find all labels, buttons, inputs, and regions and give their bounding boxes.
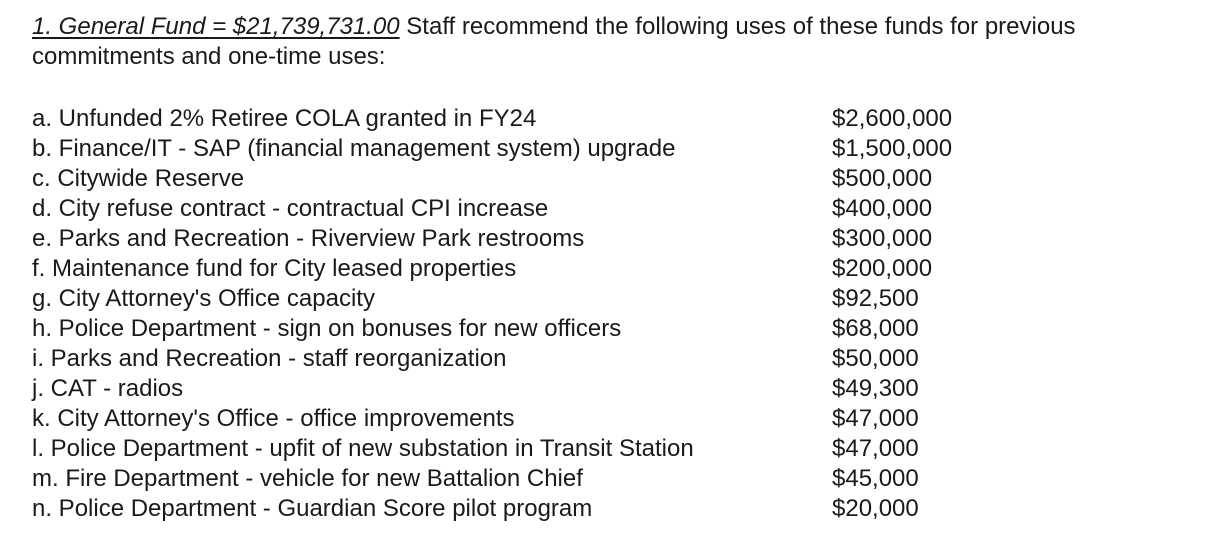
list-item xyxy=(32,134,972,164)
item-label: b. Finance/IT - SAP (financial management system) upgrade xyxy=(32,135,676,162)
item-label: g. City Attorney's Office capacity xyxy=(32,285,375,312)
list-item xyxy=(32,374,972,404)
item-amount: $47,000 xyxy=(832,435,919,462)
item-label: j. CAT - radios xyxy=(32,375,184,402)
list-item xyxy=(32,344,972,374)
item-label: i. Parks and Recreation - staff reorganization xyxy=(32,345,507,372)
list-item xyxy=(32,164,972,194)
item-label: h. Police Department - sign on bonuses for new officers xyxy=(32,315,622,342)
item-amount: $2,600,000 xyxy=(832,105,953,132)
uses-list xyxy=(32,104,972,524)
list-item xyxy=(32,314,972,344)
list-item xyxy=(32,224,972,254)
item-label: k. City Attorney's Office - office improvements xyxy=(32,405,515,432)
item-amount: $47,000 xyxy=(832,405,919,432)
list-item xyxy=(32,104,972,134)
item-label: m. Fire Department - vehicle for new Battalion Chief xyxy=(32,465,583,492)
item-label: e. Parks and Recreation - Riverview Park restrooms xyxy=(32,225,585,252)
item-label: l. Police Department - upfit of new substation in Transit Station xyxy=(32,435,694,462)
item-amount: $45,000 xyxy=(832,465,919,492)
item-label: c. Citywide Reserve xyxy=(32,165,245,192)
fund-heading: 1. General Fund = $21,739,731.00 xyxy=(32,13,400,40)
item-amount: $50,000 xyxy=(832,345,919,372)
list-item xyxy=(32,404,972,434)
item-amount: $92,500 xyxy=(832,285,919,312)
list-item xyxy=(32,494,972,524)
item-amount: $20,000 xyxy=(832,495,919,522)
list-item xyxy=(32,434,972,464)
item-amount: $400,000 xyxy=(832,195,933,222)
item-label: a. Unfunded 2% Retiree COLA granted in FY24 xyxy=(32,105,537,132)
list-item xyxy=(32,254,972,284)
item-label: d. City refuse contract - contractual CPI increase xyxy=(32,195,549,222)
list-item xyxy=(32,194,972,224)
item-amount: $500,000 xyxy=(832,165,933,192)
item-amount: $200,000 xyxy=(832,255,933,282)
item-amount: $300,000 xyxy=(832,225,933,252)
list-item xyxy=(32,464,972,494)
item-label: f. Maintenance fund for City leased properties xyxy=(32,255,517,282)
item-amount: $1,500,000 xyxy=(832,135,953,162)
list-item xyxy=(32,284,972,314)
item-amount: $49,300 xyxy=(832,375,919,402)
fund-intro-paragraph xyxy=(32,12,1202,72)
fund-description: Staff recommend the following uses of these funds for previous commitments and one-time uses: xyxy=(32,13,1076,70)
item-label: n. Police Department - Guardian Score pilot program xyxy=(32,495,593,522)
document-body xyxy=(32,12,1202,522)
item-amount: $68,000 xyxy=(832,315,919,342)
